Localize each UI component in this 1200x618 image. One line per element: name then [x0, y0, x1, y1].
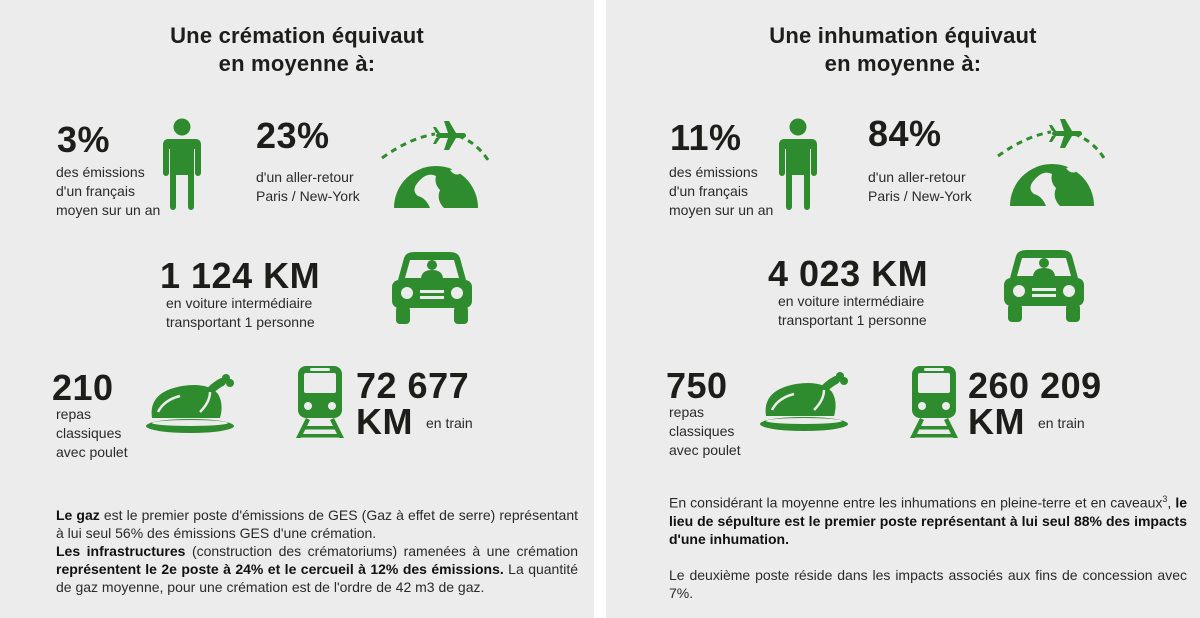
explanation-paragraph: Le gaz est le premier poste d'émissions de GES (Gaz à effet de serre) représentant à lui seul 56% des émissions GES d'une crémation. Les infrastructures (construction des crématoriums) ramenées à une crémation représentent le 2e poste à 24% et le cercueil à 12% des émissions. La quantité de gaz moyenne, pour une crémation est de l'ordre de 42 m3 de gaz.: [56, 507, 579, 595]
car-value: 1 124 KM: [160, 255, 321, 296]
panel-title: [606, 22, 1200, 78]
train-unit: KM: [968, 401, 1025, 442]
train-icon: [292, 364, 348, 440]
train-unit: KM: [356, 401, 413, 442]
title-line-2: en moyenne à:: [218, 51, 376, 76]
train-value: 260 209: [968, 365, 1102, 406]
roast-chicken-icon: [758, 370, 854, 434]
train-value: 72 677: [356, 365, 470, 406]
person-icon: [162, 118, 202, 210]
title-line-2: en moyenne à:: [824, 51, 982, 76]
title-line-1: Une inhumation équivaut: [769, 23, 1037, 48]
roast-chicken-icon: [144, 372, 240, 436]
train-description: en train: [426, 415, 473, 431]
car-value: 4 023 KM: [768, 253, 929, 294]
flight-description: d'un aller-retour Paris / New-York: [868, 169, 972, 204]
person-value: 3%: [57, 119, 111, 160]
train-description: en train: [1038, 415, 1085, 431]
plane-globe-icon: [996, 118, 1106, 208]
flight-value: 84%: [868, 113, 942, 154]
person-value: 11%: [670, 117, 742, 158]
inhumation-panel: [606, 0, 1200, 618]
person-icon: [778, 118, 818, 210]
flight-description: d'un aller-retour Paris / New-York: [256, 169, 360, 204]
car-description: en voiture intermédiaire transportant 1 personne: [778, 293, 927, 328]
meal-value: 750: [666, 365, 728, 406]
title-line-1: Une crémation équivaut: [170, 23, 424, 48]
person-description: des émissions d'un français moyen sur un an: [56, 164, 161, 218]
meal-value: 210: [52, 367, 114, 408]
flight-value: 23%: [256, 115, 330, 156]
cremation-panel: [0, 0, 594, 618]
train-icon: [906, 364, 962, 440]
plane-globe-icon: [380, 120, 490, 210]
meal-description: repas classiques avec poulet: [669, 404, 741, 458]
person-description: des émissions d'un français moyen sur un an: [669, 164, 774, 218]
meal-description: repas classiques avec poulet: [56, 406, 128, 460]
car-icon: [1002, 248, 1086, 324]
explanation-paragraph: En considérant la moyenne entre les inhumations en pleine-terre et en caveaux$^3$, le lieu de sépulture est le premier poste représentant à lui seul 88% des impacts d'une inhumation. Le deuxième poste réside dans les impacts associés aux fins de concession avec 7%.: [669, 494, 1187, 601]
panel-title: [0, 22, 594, 78]
car-icon: [390, 250, 474, 326]
car-description: en voiture intermédiaire transportant 1 personne: [166, 295, 315, 330]
